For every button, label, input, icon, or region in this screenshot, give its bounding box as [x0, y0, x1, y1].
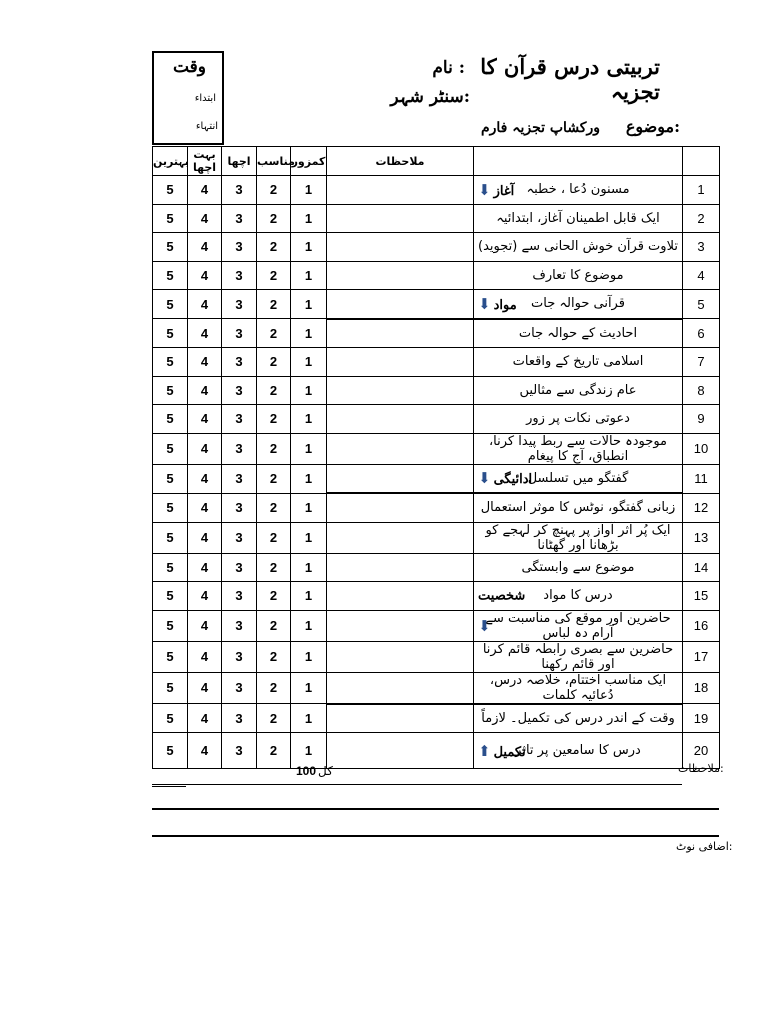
table-row	[153, 553, 720, 582]
item-text: درس کا مواد	[543, 588, 613, 604]
table-row	[153, 319, 720, 348]
score-option-3[interactable]: 3	[222, 319, 257, 348]
score-option-1[interactable]: 1	[291, 464, 327, 493]
item-cell	[474, 233, 683, 262]
notes-label: ملاحظات:	[678, 762, 724, 775]
topic-value: ورکشاپ تجزیہ فارم	[480, 120, 600, 136]
item-text: گفتگو میں تسلسل	[527, 470, 629, 486]
score-option-4[interactable]: 4	[188, 672, 222, 704]
score-option-4[interactable]: 4	[188, 261, 222, 290]
arrow-down-icon: ⬇	[478, 469, 491, 488]
notes-line-2	[152, 808, 719, 810]
column-header-item	[474, 147, 683, 176]
row-number: 6	[683, 319, 720, 348]
score-option-4[interactable]: 4	[188, 582, 222, 611]
score-option-4[interactable]: 4	[188, 204, 222, 233]
score-option-3[interactable]: 3	[222, 733, 257, 769]
item-text: تلاوت قرآن خوش الحانی سے (تجوید)	[478, 239, 678, 255]
score-option-3[interactable]: 3	[222, 464, 257, 493]
score-option-5[interactable]: 5	[153, 553, 188, 582]
remarks-cell[interactable]	[327, 704, 474, 733]
score-option-2[interactable]: 2	[257, 493, 291, 522]
time-end-label: انتہاء	[195, 121, 218, 132]
score-option-5[interactable]: 5	[153, 348, 188, 377]
score-option-5[interactable]: 5	[153, 704, 188, 733]
item-cell	[474, 405, 683, 434]
item-text: وقت کے اندر درس کی تکمیل۔ لازماً	[481, 710, 675, 726]
column-header-good: اچھا	[222, 147, 257, 176]
remarks-cell[interactable]	[327, 348, 474, 377]
row-number: 19	[683, 704, 720, 733]
score-option-3[interactable]: 3	[222, 582, 257, 611]
column-header-remarks: ملاحظات	[327, 147, 474, 176]
score-option-4[interactable]: 4	[188, 319, 222, 348]
score-option-5[interactable]: 5	[153, 319, 188, 348]
row-number: 13	[683, 522, 720, 553]
item-cell	[474, 176, 683, 205]
row-number: 15	[683, 582, 720, 611]
remarks-cell[interactable]	[327, 233, 474, 262]
row-number: 20	[683, 733, 720, 769]
score-option-1[interactable]: 1	[291, 319, 327, 348]
table-row	[153, 376, 720, 405]
table-row	[153, 290, 720, 319]
section-marker	[478, 469, 532, 487]
score-option-4[interactable]: 4	[188, 176, 222, 205]
score-option-2[interactable]: 2	[257, 405, 291, 434]
name-label: نام :	[432, 58, 465, 78]
item-cell	[474, 261, 683, 290]
page-title: تربیتی درس قرآن کا تجزیہ	[480, 54, 660, 104]
score-option-5[interactable]: 5	[153, 376, 188, 405]
table-row	[153, 522, 720, 553]
item-cell	[474, 376, 683, 405]
remarks-cell[interactable]	[327, 204, 474, 233]
table-row	[153, 672, 720, 704]
table-row	[153, 733, 720, 769]
score-option-5[interactable]: 5	[153, 610, 188, 641]
remarks-cell[interactable]	[327, 405, 474, 434]
item-cell	[474, 733, 683, 769]
score-option-4[interactable]: 4	[188, 704, 222, 733]
score-option-2[interactable]: 2	[257, 733, 291, 769]
score-option-5[interactable]: 5	[153, 290, 188, 319]
score-option-4[interactable]: 4	[188, 233, 222, 262]
score-option-1[interactable]: 1	[291, 733, 327, 769]
item-text: قرآنی حوالہ جات	[531, 296, 625, 312]
score-option-3[interactable]: 3	[222, 493, 257, 522]
row-number: 9	[683, 405, 720, 434]
remarks-cell[interactable]	[327, 553, 474, 582]
score-option-5[interactable]: 5	[153, 493, 188, 522]
score-option-2[interactable]: 2	[257, 610, 291, 641]
score-option-1[interactable]: 1	[291, 704, 327, 733]
arrow-down-icon: ⬇	[478, 180, 491, 199]
item-text: مسنون دُعا ، خطبہ	[526, 182, 630, 198]
column-header-best: بہترین	[153, 147, 188, 176]
score-option-2[interactable]: 2	[257, 582, 291, 611]
table-body	[153, 176, 720, 769]
item-cell	[474, 204, 683, 233]
score-option-2[interactable]: 2	[257, 553, 291, 582]
score-option-2[interactable]: 2	[257, 176, 291, 205]
topic-label: موضوع:	[625, 117, 680, 136]
item-text: دعوتی نکات پر زور	[526, 411, 630, 427]
remarks-cell[interactable]	[327, 464, 474, 493]
score-option-1[interactable]: 1	[291, 290, 327, 319]
item-text: موضوع کا تعارف	[532, 267, 624, 283]
score-option-3[interactable]: 3	[222, 641, 257, 672]
section-label: تکمیل	[493, 744, 526, 760]
score-option-1[interactable]: 1	[291, 672, 327, 704]
score-option-5[interactable]: 5	[153, 733, 188, 769]
item-cell	[474, 610, 683, 641]
score-option-4[interactable]: 4	[188, 733, 222, 769]
row-number: 11	[683, 464, 720, 493]
score-option-5[interactable]: 5	[153, 672, 188, 704]
score-option-5[interactable]: 5	[153, 204, 188, 233]
score-option-3[interactable]: 3	[222, 704, 257, 733]
arrow-down-icon: ⬇	[478, 616, 491, 635]
column-header-appropriate: مناسب	[257, 147, 291, 176]
item-text: احادیث کے حوالہ جات	[518, 325, 638, 341]
row-number: 14	[683, 553, 720, 582]
row-number: 3	[683, 233, 720, 262]
remarks-cell[interactable]	[327, 733, 474, 769]
item-cell	[474, 290, 683, 319]
column-header-very-good: بہت اچھا	[188, 147, 222, 176]
section-marker	[478, 617, 494, 635]
item-text: ایک قابل اطمینان آغاز، ابتدائیہ	[496, 210, 660, 226]
score-option-3[interactable]: 3	[222, 290, 257, 319]
score-option-2[interactable]: 2	[257, 464, 291, 493]
score-option-4[interactable]: 4	[188, 610, 222, 641]
score-option-3[interactable]: 3	[222, 233, 257, 262]
score-option-2[interactable]: 2	[257, 704, 291, 733]
item-cell	[474, 553, 683, 582]
item-cell	[474, 493, 683, 522]
score-option-4[interactable]: 4	[188, 522, 222, 553]
score-option-4[interactable]: 4	[188, 290, 222, 319]
score-option-1[interactable]: 1	[291, 641, 327, 672]
score-option-1[interactable]: 1	[291, 493, 327, 522]
score-option-4[interactable]: 4	[188, 405, 222, 434]
score-option-2[interactable]: 2	[257, 233, 291, 262]
item-text: موجودہ حالات سے ربط پیدا کرنا، انطباق، آج کا پیغام	[488, 433, 667, 464]
score-option-2[interactable]: 2	[257, 261, 291, 290]
score-option-1[interactable]: 1	[291, 176, 327, 205]
evaluation-table	[152, 146, 720, 769]
table-row	[153, 464, 720, 493]
section-marker	[478, 588, 525, 603]
score-option-3[interactable]: 3	[222, 348, 257, 377]
score-option-4[interactable]: 4	[188, 553, 222, 582]
total-value: 100	[296, 764, 317, 778]
section-marker	[478, 295, 517, 313]
remarks-cell[interactable]	[327, 290, 474, 319]
score-option-3[interactable]: 3	[222, 405, 257, 434]
remarks-cell[interactable]	[327, 672, 474, 704]
notes-line-1	[152, 784, 682, 785]
score-option-1[interactable]: 1	[291, 433, 327, 464]
remarks-cell[interactable]	[327, 641, 474, 672]
score-option-3[interactable]: 3	[222, 261, 257, 290]
section-label: آغاز	[493, 183, 515, 199]
table-row	[153, 176, 720, 205]
item-cell	[474, 464, 683, 493]
row-number: 5	[683, 290, 720, 319]
remarks-cell[interactable]	[327, 261, 474, 290]
notes-line-stub	[152, 786, 186, 787]
section-label: شخصیت	[478, 588, 526, 604]
notes-line-3	[152, 835, 719, 837]
table-row	[153, 433, 720, 464]
score-option-4[interactable]: 4	[188, 433, 222, 464]
item-cell	[474, 704, 683, 733]
score-option-2[interactable]: 2	[257, 641, 291, 672]
row-number: 17	[683, 641, 720, 672]
arrow-up-icon: ⬆	[478, 741, 491, 760]
score-option-4[interactable]: 4	[188, 641, 222, 672]
table-row	[153, 348, 720, 377]
table-header-row	[153, 147, 720, 176]
score-option-5[interactable]: 5	[153, 582, 188, 611]
score-option-1[interactable]: 1	[291, 348, 327, 377]
score-option-3[interactable]: 3	[222, 522, 257, 553]
remarks-cell[interactable]	[327, 582, 474, 611]
score-option-3[interactable]: 3	[222, 553, 257, 582]
score-option-2[interactable]: 2	[257, 376, 291, 405]
column-header-weak: کمزور	[291, 147, 327, 176]
score-option-2[interactable]: 2	[257, 522, 291, 553]
table-row	[153, 704, 720, 733]
item-text: زبانی گفتگو، نوٹس کا موثر استعمال	[480, 500, 676, 516]
item-cell	[474, 319, 683, 348]
table-row	[153, 493, 720, 522]
score-option-1[interactable]: 1	[291, 582, 327, 611]
item-cell	[474, 348, 683, 377]
score-option-5[interactable]: 5	[153, 641, 188, 672]
section-label: ادائیگی	[493, 472, 533, 488]
score-option-2[interactable]: 2	[257, 290, 291, 319]
row-number: 12	[683, 493, 720, 522]
extra-notes-label: اضافی نوٹ:	[676, 840, 733, 853]
section-label: مواد	[493, 297, 517, 313]
remarks-cell[interactable]	[327, 610, 474, 641]
item-text: ایک پُر اثر آواز پر پہنچ کر لہجے کو بڑھانا اور گھٹانا	[485, 522, 671, 553]
score-option-1[interactable]: 1	[291, 522, 327, 553]
score-option-4[interactable]: 4	[188, 464, 222, 493]
score-option-5[interactable]: 5	[153, 176, 188, 205]
score-option-1[interactable]: 1	[291, 376, 327, 405]
score-option-4[interactable]: 4	[188, 348, 222, 377]
score-option-3[interactable]: 3	[222, 376, 257, 405]
table-row	[153, 204, 720, 233]
remarks-cell[interactable]	[327, 493, 474, 522]
section-marker	[478, 181, 514, 199]
score-option-5[interactable]: 5	[153, 405, 188, 434]
time-start-label: ابتداء	[194, 93, 216, 104]
score-option-3[interactable]: 3	[222, 176, 257, 205]
item-text: حاضرین سے بصری رابطہ قائم کرنا اور قائم رکھنا	[482, 641, 674, 672]
time-box	[152, 51, 224, 145]
score-option-2[interactable]: 2	[257, 204, 291, 233]
remarks-cell[interactable]	[327, 433, 474, 464]
item-text: عام زندگی سے مثالیں	[519, 382, 637, 398]
total-label: کل	[318, 764, 333, 778]
score-option-1[interactable]: 1	[291, 405, 327, 434]
row-number: 10	[683, 433, 720, 464]
score-option-4[interactable]: 4	[188, 493, 222, 522]
remarks-cell[interactable]	[327, 176, 474, 205]
row-number: 7	[683, 348, 720, 377]
table-row	[153, 610, 720, 641]
score-option-2[interactable]: 2	[257, 433, 291, 464]
item-text: اسلامی تاریخ کے واقعات	[512, 354, 644, 370]
column-header-number	[683, 147, 720, 176]
arrow-down-icon: ⬇	[478, 294, 491, 313]
item-cell	[474, 641, 683, 672]
item-text: موضوع سے وابستگی	[521, 559, 635, 575]
item-text: ایک مناسب اختتام، خلاصہ درس، دُعائیہ کلمات	[489, 672, 667, 703]
score-option-3[interactable]: 3	[222, 610, 257, 641]
row-number: 18	[683, 672, 720, 704]
score-option-5[interactable]: 5	[153, 522, 188, 553]
table-row	[153, 641, 720, 672]
score-option-4[interactable]: 4	[188, 376, 222, 405]
score-option-2[interactable]: 2	[257, 672, 291, 704]
row-number: 2	[683, 204, 720, 233]
item-cell	[474, 522, 683, 553]
remarks-cell[interactable]	[327, 376, 474, 405]
item-cell	[474, 433, 683, 464]
score-option-5[interactable]: 5	[153, 433, 188, 464]
table-row	[153, 233, 720, 262]
table-row	[153, 261, 720, 290]
score-option-3[interactable]: 3	[222, 204, 257, 233]
row-number: 8	[683, 376, 720, 405]
row-number: 16	[683, 610, 720, 641]
score-option-5[interactable]: 5	[153, 261, 188, 290]
section-marker	[478, 742, 526, 760]
score-option-1[interactable]: 1	[291, 261, 327, 290]
item-text: درس کا سامعین پر تاثر	[515, 743, 641, 758]
score-option-3[interactable]: 3	[222, 672, 257, 704]
score-option-5[interactable]: 5	[153, 233, 188, 262]
score-option-1[interactable]: 1	[291, 610, 327, 641]
item-cell	[474, 582, 683, 611]
table-row	[153, 582, 720, 611]
score-option-5[interactable]: 5	[153, 464, 188, 493]
time-title: وقت	[172, 57, 206, 77]
item-cell	[474, 672, 683, 704]
score-option-1[interactable]: 1	[291, 233, 327, 262]
row-number: 1	[683, 176, 720, 205]
score-option-1[interactable]: 1	[291, 553, 327, 582]
score-option-3[interactable]: 3	[222, 433, 257, 464]
table-row	[153, 405, 720, 434]
score-option-1[interactable]: 1	[291, 204, 327, 233]
item-text: حاضرین اور موقع کی مناسبت سے آرام دہ لباس	[485, 610, 671, 641]
remarks-cell[interactable]	[327, 522, 474, 553]
score-option-2[interactable]: 2	[257, 348, 291, 377]
center-city-label: سنٹر شہر:	[390, 87, 470, 107]
score-option-2[interactable]: 2	[257, 319, 291, 348]
remarks-cell[interactable]	[327, 319, 474, 348]
row-number: 4	[683, 261, 720, 290]
